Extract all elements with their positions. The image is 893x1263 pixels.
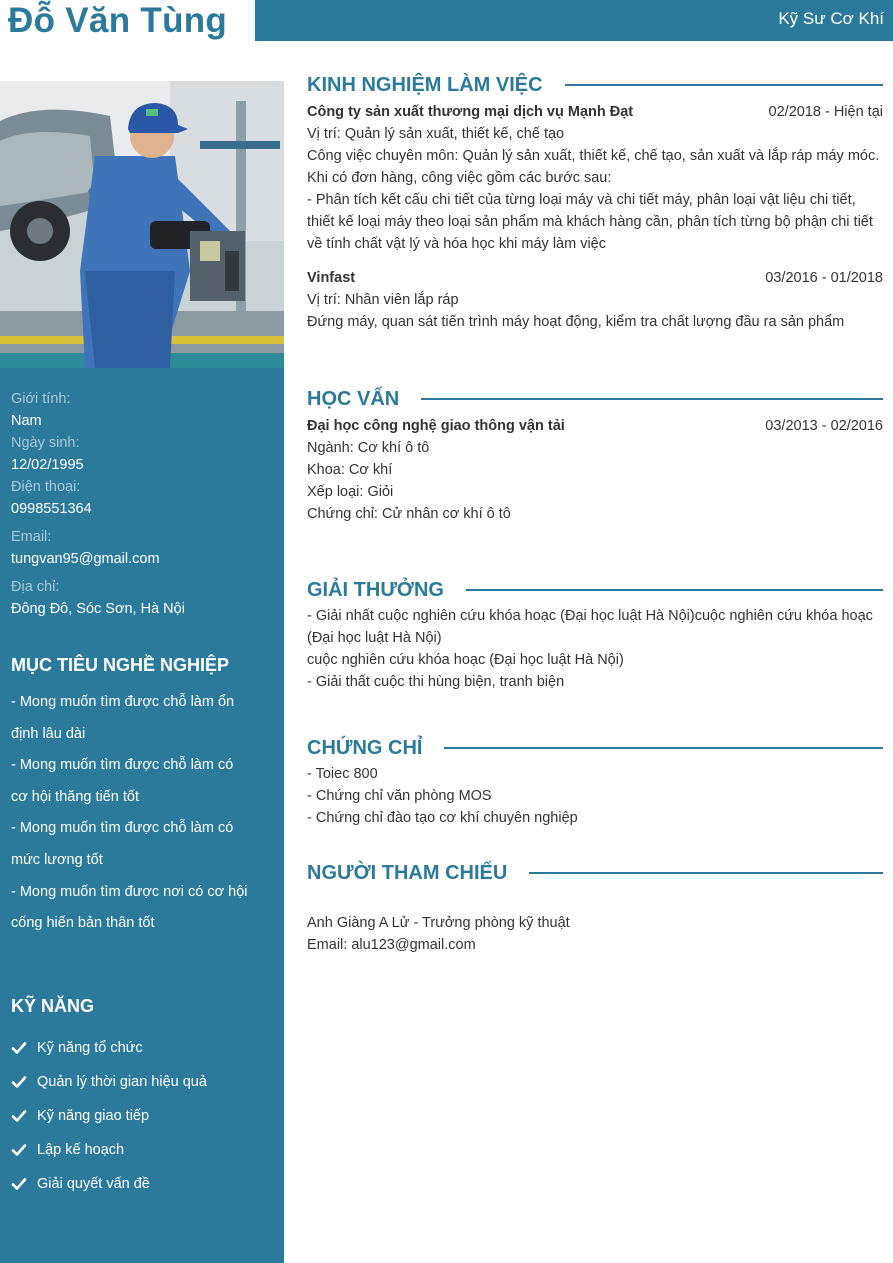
education-detail: Chứng chỉ: Cử nhân cơ khí ô tô	[307, 506, 511, 522]
education-detail: Khoa: Cơ khí	[307, 462, 393, 478]
phone-value: 0998551364	[11, 501, 92, 517]
gender-label: Giới tính:	[11, 391, 71, 407]
objective-heading: MỤC TIÊU NGHỀ NGHIỆP	[11, 655, 230, 675]
email-label: Email:	[11, 529, 52, 545]
job-date: 02/2018 - Hiện tại	[768, 104, 883, 120]
skill-item	[11, 1167, 275, 1201]
skill-item	[11, 1065, 275, 1099]
award-item: - Giải nhất cuộc nghiên cứu khóa hoạc (Đại học luật Hà Nội)cuộc nghiên cứu khóa hoạc (Đại học luật Hà Nội)	[307, 608, 873, 646]
section-title: KINH NGHIỆM LÀM VIỆC	[307, 73, 543, 96]
certificate-item: - Chứng chỉ văn phòng MOS	[307, 788, 492, 804]
skill-label: Giải quyết vấn đề	[37, 1176, 150, 1192]
skill-item	[11, 1031, 275, 1065]
certificates-heading	[307, 733, 883, 763]
candidate-name: Đỗ Văn Tùng	[8, 1, 228, 40]
sidebar	[0, 81, 284, 1263]
section-divider	[421, 398, 883, 400]
main-content	[307, 70, 883, 956]
company-name: Vinfast	[307, 270, 356, 286]
company-name: Công ty sản xuất thương mại dịch vụ Mạnh Đạt	[307, 104, 634, 120]
email-value: tungvan95@gmail.com	[11, 551, 160, 567]
certificate-item: - Chứng chỉ đào tạo cơ khí chuyên nghiệp	[307, 810, 578, 826]
skill-label: Kỹ năng giao tiếp	[37, 1108, 150, 1124]
objective-line: định lâu dài	[11, 725, 86, 742]
section-title: CHỨNG CHỈ	[307, 736, 423, 759]
section-title: HỌC VẤN	[307, 387, 400, 410]
job-detail: Khi có đơn hàng, công việc gồm các bước sau:	[307, 170, 612, 186]
education-heading	[307, 384, 883, 414]
education-detail: Xếp loại: Giỏi	[307, 484, 394, 500]
address-value: Đông Đô, Sóc Sơn, Hà Nội	[11, 601, 185, 617]
education-detail: Ngành: Cơ khí ô tô	[307, 440, 430, 456]
check-icon	[11, 1108, 27, 1124]
skills-heading: KỸ NĂNG	[11, 996, 95, 1016]
skills-list	[11, 1031, 275, 1201]
skill-item	[11, 1099, 275, 1133]
skill-label: Kỹ năng tổ chức	[37, 1040, 143, 1056]
section-divider	[529, 872, 883, 874]
check-icon	[11, 1142, 27, 1158]
education-date: 03/2013 - 02/2016	[765, 418, 883, 434]
birthdate-value: 12/02/1995	[11, 457, 84, 473]
section-title: GIẢI THƯỞNG	[307, 578, 444, 601]
references-heading	[307, 858, 883, 888]
check-icon	[11, 1074, 27, 1090]
job-title: Kỹ Sư Cơ Khí	[778, 9, 884, 28]
job-date: 03/2016 - 01/2018	[765, 270, 883, 286]
section-divider	[565, 84, 883, 86]
reference-item: Anh Giàng A Lử - Trưởng phòng kỹ thuật	[307, 915, 570, 931]
check-icon	[11, 1040, 27, 1056]
section-divider	[444, 747, 883, 749]
objective-line: - Mong muốn tìm được nơi có cơ hội	[11, 883, 248, 900]
profile-photo	[0, 81, 284, 368]
job-detail: Vị trí: Quản lý sản xuất, thiết kế, chế tạo	[307, 126, 565, 142]
job-detail: Công việc chuyên môn: Quản lý sản xuất, thiết kế, chế tạo, sản xuất và lắp ráp máy móc.	[307, 148, 880, 164]
personal-info	[11, 388, 279, 620]
education-header	[307, 415, 883, 437]
objective-line: cống hiến bản thân tốt	[11, 915, 155, 932]
skill-item	[11, 1133, 275, 1167]
experience-heading	[307, 70, 883, 100]
skill-label: Quản lý thời gian hiệu quả	[37, 1074, 207, 1090]
check-icon	[11, 1176, 27, 1192]
phone-label: Điện thoại:	[11, 479, 81, 495]
title-bar	[255, 0, 893, 41]
objective-line: - Mong muốn tìm được chỗ làm có	[11, 757, 234, 774]
award-item: cuộc nghiên cứu khóa hoạc (Đại học luật Hà Nội)	[307, 652, 624, 668]
gender-value: Nam	[11, 413, 42, 429]
job-header	[307, 267, 883, 289]
address-label: Địa chỉ:	[11, 579, 60, 595]
objective-list	[11, 687, 275, 940]
certificate-item: - Toiec 800	[307, 766, 378, 782]
objective-line: mức lương tốt	[11, 851, 103, 868]
reference-item: Email: alu123@gmail.com	[307, 937, 476, 953]
objective-line: - Mong muốn tìm được chỗ làm ổn	[11, 694, 235, 710]
job-detail: Đứng máy, quan sát tiến trình máy hoạt động, kiểm tra chất lượng đầu ra sản phẩm	[307, 314, 845, 330]
job-detail: - Phân tích kết cấu chi tiết của từng loại máy và chi tiết máy, phân loại vật liệu chi tiết, thiết kế loại máy theo loại sản phẩm mà khách hàng cần, phân tích từng bộ phận chi tiết về tính chất vật lý và hóa học khi máy làm việc	[307, 192, 873, 252]
objective-line: cơ hội thăng tiến tốt	[11, 788, 140, 805]
award-item: - Giải thất cuộc thi hùng biện, tranh biện	[307, 674, 565, 690]
section-title: NGƯỜI THAM CHIẾU	[307, 861, 508, 884]
objective-line: - Mong muốn tìm được chỗ làm có	[11, 820, 234, 837]
job-detail: Vị trí: Nhân viên lắp ráp	[307, 292, 459, 308]
job-header	[307, 101, 883, 123]
skill-label: Lập kế hoạch	[37, 1142, 125, 1158]
awards-heading	[307, 575, 883, 605]
school-name: Đại học công nghệ giao thông vận tải	[307, 418, 565, 434]
birthdate-label: Ngày sinh:	[11, 435, 80, 451]
section-divider	[466, 589, 883, 591]
